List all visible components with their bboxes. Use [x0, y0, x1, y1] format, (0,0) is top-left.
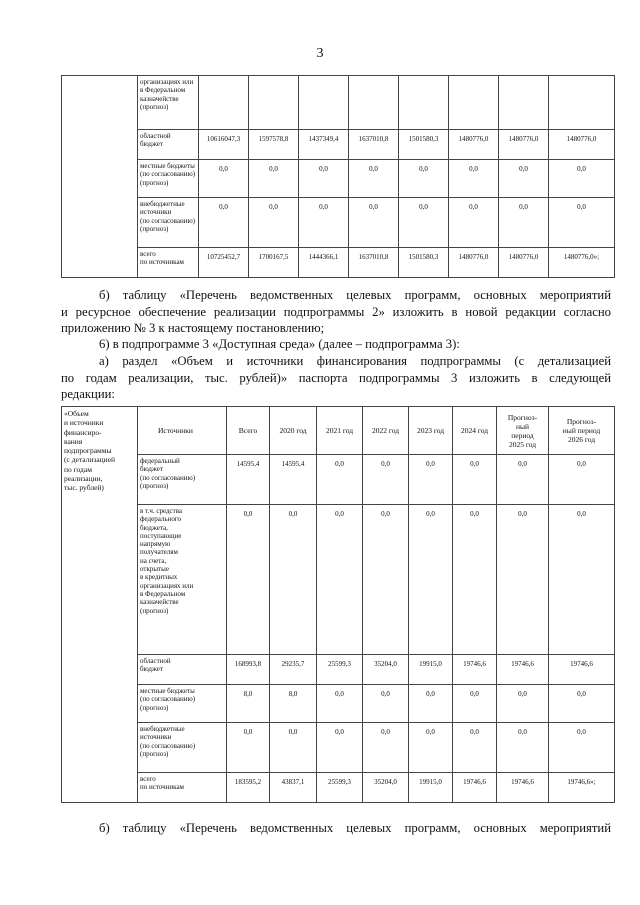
row-label: всего по источникам	[138, 248, 199, 278]
column-header: 2024 год	[453, 407, 497, 455]
value-cell: 35204,0	[363, 655, 409, 685]
value-cell: 19746,6	[497, 773, 549, 803]
value-cell: 0,0	[549, 723, 615, 773]
value-cell: 19746,6»;	[549, 773, 615, 803]
paragraph-line: а) раздел «Объем и источники финансирования подпрограммы (с детализацией	[99, 354, 611, 368]
table-subprogram2-financing-continued	[61, 75, 615, 278]
page-number: 3	[316, 46, 324, 61]
value-cell: 1700167,5	[249, 248, 299, 278]
row-label: областной бюджет	[138, 130, 199, 160]
side-label: «Объем и источники финансиро- вания подпрограммы (с детализацией по годам реализации, тыс. рублей)	[64, 409, 116, 493]
value-cell: 1637010,8	[349, 248, 399, 278]
value-cell: 0,0	[270, 505, 317, 655]
value-cell	[449, 76, 499, 130]
value-cell: 0,0	[270, 723, 317, 773]
value-cell: 19746,6	[497, 655, 549, 685]
paragraph-line: 6) в подпрограмме 3 «Доступная среда» (далее – подпрограмма 3):	[99, 337, 460, 351]
paragraph-line: б) таблицу «Перечень ведомственных целевых программ, основных мероприятий	[99, 821, 611, 835]
row-label: внебюджетные источники (по согласованию) (прогноз)	[138, 723, 227, 773]
value-cell: 1501580,3	[399, 248, 449, 278]
value-cell: 0,0	[453, 685, 497, 723]
value-cell: 0,0	[549, 198, 615, 248]
value-cell: 0,0	[199, 160, 249, 198]
paragraph-table-subprogram2	[61, 287, 611, 337]
table-row	[62, 248, 615, 278]
value-cell: 1444366,1	[299, 248, 349, 278]
value-cell: 183595,2	[227, 773, 270, 803]
value-cell: 0,0	[409, 505, 453, 655]
table-header-row	[62, 407, 615, 455]
value-cell	[199, 76, 249, 130]
value-cell: 25599,3	[317, 655, 363, 685]
value-cell: 0,0	[453, 505, 497, 655]
value-cell: 1480776,0	[549, 130, 615, 160]
value-cell	[249, 76, 299, 130]
column-header: Прогноз- ный период 2025 год	[497, 407, 549, 455]
paragraph-line: б) таблицу «Перечень ведомственных целевых программ, основных мероприятий	[99, 288, 611, 302]
row-label: всего по источникам	[138, 773, 227, 803]
value-cell: 14595,4	[270, 455, 317, 505]
value-cell: 8,0	[270, 685, 317, 723]
value-cell: 0,0	[199, 198, 249, 248]
value-cell: 0,0	[349, 160, 399, 198]
table-row	[62, 130, 615, 160]
value-cell: 0,0	[409, 685, 453, 723]
value-cell: 1597578,8	[249, 130, 299, 160]
column-header: Источники	[138, 407, 227, 455]
value-cell: 0,0	[499, 160, 549, 198]
value-cell: 0,0	[399, 198, 449, 248]
column-header: Всего	[227, 407, 270, 455]
paragraph-line: приложению № 3 к настоящему постановлению;	[61, 321, 325, 335]
column-header: 2021 год	[317, 407, 363, 455]
value-cell: 1480776,0»;	[549, 248, 615, 278]
value-cell: 0,0	[409, 455, 453, 505]
value-cell	[499, 76, 549, 130]
table-row	[62, 198, 615, 248]
column-header: 2022 год	[363, 407, 409, 455]
value-cell	[399, 76, 449, 130]
value-cell: 0,0	[497, 685, 549, 723]
value-cell: 0,0	[549, 505, 615, 655]
value-cell: 0,0	[317, 505, 363, 655]
value-cell: 0,0	[497, 455, 549, 505]
value-cell: 19746,6	[453, 773, 497, 803]
value-cell: 0,0	[349, 198, 399, 248]
value-cell: 1480776,0	[499, 130, 549, 160]
value-cell: 0,0	[549, 685, 615, 723]
value-cell: 10616047,3	[199, 130, 249, 160]
value-cell: 0,0	[317, 455, 363, 505]
row-label: местные бюджеты (по согласованию) (прогноз)	[138, 160, 199, 198]
value-cell: 8,0	[227, 685, 270, 723]
value-cell: 19915,0	[409, 773, 453, 803]
row-label: в т.ч. средства федерального бюджета, поступающие напрямую получателям на счета, открытые в кредитных организациях или в Федеральном казначействе (прогноз)	[138, 505, 227, 655]
value-cell: 43837,1	[270, 773, 317, 803]
table-row	[62, 685, 615, 723]
value-cell: 168993,8	[227, 655, 270, 685]
value-cell: 0,0	[363, 505, 409, 655]
value-cell: 19746,6	[453, 655, 497, 685]
value-cell	[549, 76, 615, 130]
row-label: местные бюджеты (по согласованию) (прогноз)	[138, 685, 227, 723]
value-cell: 0,0	[499, 198, 549, 248]
table-row	[62, 505, 615, 655]
value-cell: 0,0	[363, 455, 409, 505]
value-cell: 0,0	[363, 685, 409, 723]
paragraph-section-financing	[61, 353, 611, 403]
value-cell: 0,0	[249, 160, 299, 198]
value-cell: 0,0	[453, 455, 497, 505]
value-cell: 0,0	[249, 198, 299, 248]
row-label: федеральный бюджет (по согласованию) (прогноз)	[138, 455, 227, 505]
column-header: 2020 год	[270, 407, 317, 455]
value-cell: 0,0	[453, 723, 497, 773]
value-cell: 1637010,8	[349, 130, 399, 160]
value-cell: 0,0	[227, 723, 270, 773]
value-cell: 1480776,0	[449, 248, 499, 278]
side-label-cell	[62, 407, 138, 803]
value-cell: 0,0	[399, 160, 449, 198]
table-row	[62, 160, 615, 198]
table-row	[62, 655, 615, 685]
paragraph-table-subprogram3	[61, 820, 611, 837]
value-cell: 0,0	[317, 723, 363, 773]
value-cell: 0,0	[497, 723, 549, 773]
value-cell: 0,0	[497, 505, 549, 655]
value-cell: 1480776,0	[449, 130, 499, 160]
row-label: организациях или в Федеральном казначействе (прогноз)	[138, 76, 199, 130]
table-subprogram3-financing	[61, 406, 615, 803]
value-cell: 0,0	[549, 455, 615, 505]
value-cell: 19915,0	[409, 655, 453, 685]
paragraph-line: редакции:	[61, 387, 115, 401]
value-cell: 19746,6	[549, 655, 615, 685]
table-row	[62, 455, 615, 505]
value-cell: 0,0	[227, 505, 270, 655]
value-cell: 35204,0	[363, 773, 409, 803]
table-row	[62, 76, 615, 130]
paragraph-line: и ресурсное обеспечение реализации подпрограммы 2» изложить в новой редакции согласно	[61, 304, 611, 319]
row-label: областной бюджет	[138, 655, 227, 685]
value-cell: 0,0	[299, 198, 349, 248]
value-cell: 0,0	[449, 160, 499, 198]
table-row	[62, 773, 615, 803]
paragraph-line: по годам реализации, тыс. рублей)» паспорта подпрограммы 3 изложить в следующей	[61, 370, 611, 385]
value-cell: 1437349,4	[299, 130, 349, 160]
value-cell: 0,0	[449, 198, 499, 248]
value-cell: 29235,7	[270, 655, 317, 685]
paragraph-subprogram3	[61, 336, 611, 353]
value-cell: 25599,3	[317, 773, 363, 803]
value-cell: 0,0	[363, 723, 409, 773]
table-row	[62, 723, 615, 773]
value-cell	[349, 76, 399, 130]
row-label: внебюджетные источники (по согласованию) (прогноз)	[138, 198, 199, 248]
value-cell: 0,0	[317, 685, 363, 723]
value-cell: 0,0	[409, 723, 453, 773]
side-label-cell	[62, 76, 138, 278]
value-cell: 14595,4	[227, 455, 270, 505]
value-cell: 0,0	[299, 160, 349, 198]
column-header: Прогноз- ный период 2026 год	[549, 407, 615, 455]
column-header: 2023 год	[409, 407, 453, 455]
value-cell: 0,0	[549, 160, 615, 198]
value-cell	[299, 76, 349, 130]
value-cell: 1501580,3	[399, 130, 449, 160]
value-cell: 1480776,0	[499, 248, 549, 278]
value-cell: 10725452,7	[199, 248, 249, 278]
